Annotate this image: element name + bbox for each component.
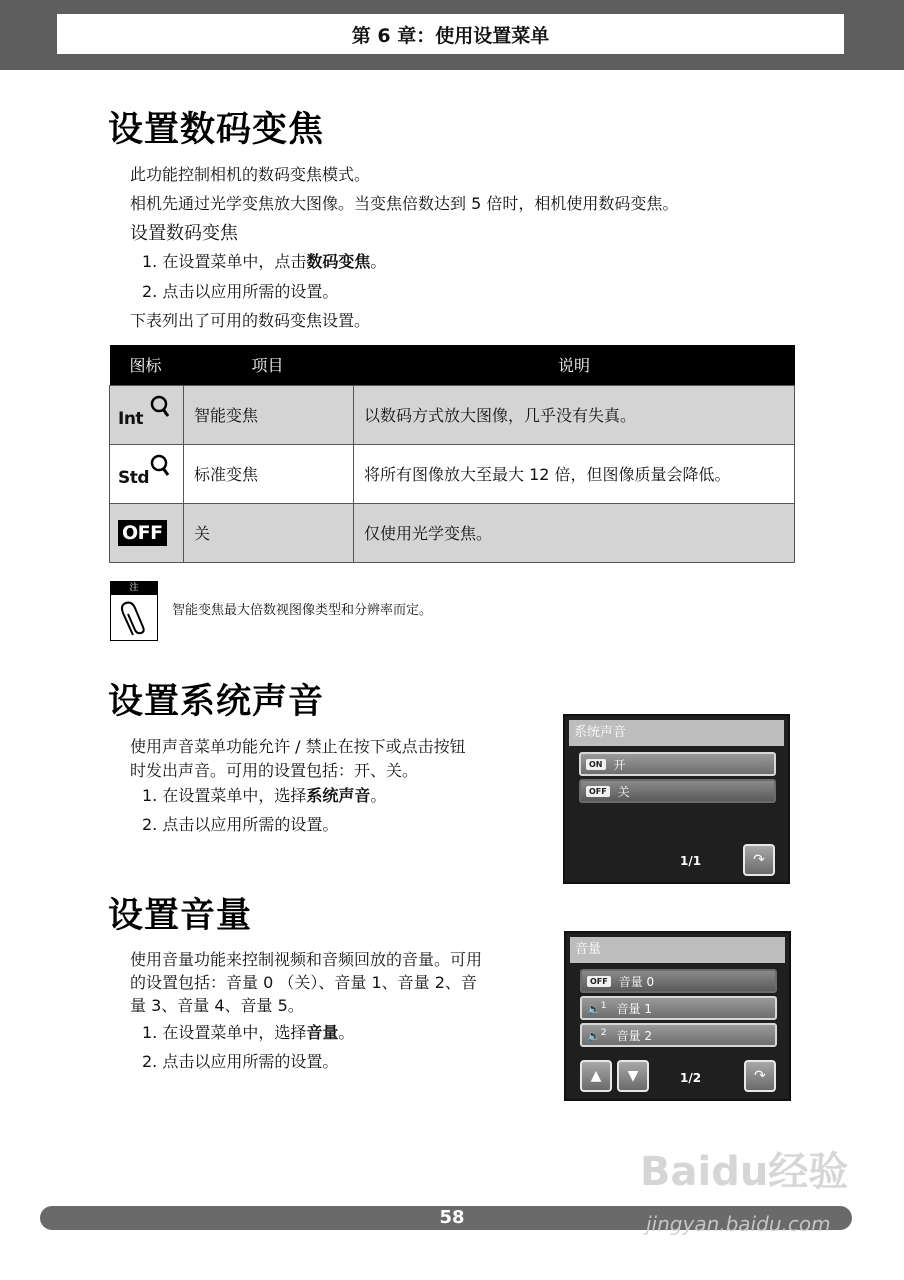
paragraph: 量 3、音量 4、音量 5。	[130, 996, 304, 1015]
page-number: 58	[439, 1207, 465, 1228]
step-text: 。	[370, 252, 387, 271]
paragraph: 时发出声音。可用的设置包括：开、关。	[130, 761, 419, 780]
note-text: 智能变焦最大倍数视图像类型和分辨率而定。	[172, 603, 433, 618]
triangle-down-icon: ▼	[627, 1068, 639, 1084]
step-text: 1. 在设置菜单中，点击	[142, 252, 307, 271]
step-2: 2. 点击以应用所需的设置。	[142, 282, 339, 301]
intelligent-zoom-icon: Int	[118, 395, 170, 431]
table-header: 说明	[354, 345, 795, 385]
table-row	[110, 444, 795, 503]
screen-title: 系统声音	[569, 720, 784, 746]
table-cell-item: 关	[184, 503, 354, 562]
paragraph: 使用声音菜单功能允许 / 禁止在按下或点击按钮	[130, 737, 466, 756]
off-icon: OFF	[118, 520, 167, 546]
step-1	[142, 783, 386, 806]
table-cell-icon	[110, 444, 184, 503]
step-text: 1. 在设置菜单中，选择	[142, 786, 307, 805]
step-text: 。	[370, 786, 387, 805]
step-bold-term: 音量	[306, 1023, 339, 1042]
option-label: 音量 2	[616, 1028, 652, 1043]
step-2: 2. 点击以应用所需的设置。	[142, 815, 339, 834]
step-bold-term: 数码变焦	[306, 252, 371, 271]
table-header: 项目	[184, 345, 354, 385]
return-button[interactable]	[743, 844, 775, 876]
step-text: 1. 在设置菜单中，选择	[142, 1023, 307, 1042]
table-cell-icon	[110, 503, 184, 562]
option-off[interactable]	[579, 779, 776, 803]
table-header: 图标	[110, 345, 184, 385]
page-indicator: 1/1	[680, 854, 702, 868]
standard-zoom-icon: Std	[118, 454, 170, 490]
option-label: 关	[617, 784, 630, 799]
step-1	[142, 1020, 354, 1043]
paragraph: 下表列出了可用的数码变焦设置。	[130, 311, 371, 330]
off-tag-icon: OFF	[586, 786, 610, 797]
option-label: 音量 1	[616, 1001, 652, 1016]
table-cell-item: 智能变焦	[184, 385, 354, 444]
table-cell-item: 标准变焦	[184, 444, 354, 503]
digital-zoom-table	[109, 345, 795, 563]
option-label: 开	[613, 757, 626, 772]
return-arrow-icon: ↷	[754, 1068, 766, 1084]
option-label: 音量 0	[618, 974, 655, 989]
section-title-system-sound: 设置系统声音	[108, 682, 325, 722]
option-on[interactable]	[579, 752, 776, 776]
return-button[interactable]	[744, 1060, 776, 1092]
chapter-header-bar	[0, 0, 904, 70]
paragraph: 使用音量功能来控制视频和音频回放的音量。可用	[130, 950, 483, 969]
on-tag-icon: ON	[586, 759, 606, 770]
system-sound-screen	[563, 714, 790, 884]
triangle-up-icon: ▲	[590, 1068, 602, 1084]
paragraph: 的设置包括：音量 0 （关）、音量 1、音量 2、音	[130, 973, 477, 992]
subsection-title: 设置数码变焦	[130, 223, 238, 244]
page-indicator: 1/2	[680, 1071, 702, 1085]
off-tag-icon: OFF	[587, 976, 611, 987]
chapter-title: 第 6 章：使用设置菜单	[57, 14, 844, 54]
paperclip-icon	[111, 595, 157, 640]
section-title-digital-zoom: 设置数码变焦	[108, 110, 325, 150]
table-cell-desc: 以数码方式放大图像，几乎没有失真。	[354, 385, 795, 444]
section-title-volume: 设置音量	[108, 896, 253, 936]
note-label: 注	[111, 582, 157, 595]
option-volume-1[interactable]	[580, 996, 777, 1020]
page-down-button[interactable]	[617, 1060, 649, 1092]
table-cell-icon	[110, 385, 184, 444]
note-box	[110, 581, 158, 641]
table-cell-desc: 将所有图像放大至最大 12 倍，但图像质量会降低。	[354, 444, 795, 503]
paragraph: 此功能控制相机的数码变焦模式。	[130, 165, 371, 184]
step-1	[142, 249, 386, 272]
watermark-url: jingyan.baidu.com	[646, 1212, 831, 1236]
step-2: 2. 点击以应用所需的设置。	[142, 1052, 339, 1071]
paragraph: 相机先通过光学变焦放大图像。当变焦倍数达到 5 倍时，相机使用数码变焦。	[130, 194, 679, 213]
table-cell-desc: 仅使用光学变焦。	[354, 503, 795, 562]
return-arrow-icon: ↷	[753, 852, 765, 868]
page-up-button[interactable]	[580, 1060, 612, 1092]
speaker-icon: 🔈$^1$	[587, 1000, 607, 1016]
watermark-logo: Baidu经验	[640, 1149, 849, 1195]
table-row	[110, 503, 795, 562]
option-volume-0[interactable]	[580, 969, 777, 993]
option-volume-2[interactable]	[580, 1023, 777, 1047]
speaker-icon: 🔈$^2$	[587, 1027, 607, 1043]
table-header-row	[110, 345, 795, 385]
screen-title: 音量	[570, 937, 785, 963]
table-row	[110, 385, 795, 444]
volume-screen	[564, 931, 791, 1101]
step-text: 。	[338, 1023, 355, 1042]
step-bold-term: 系统声音	[306, 786, 371, 805]
